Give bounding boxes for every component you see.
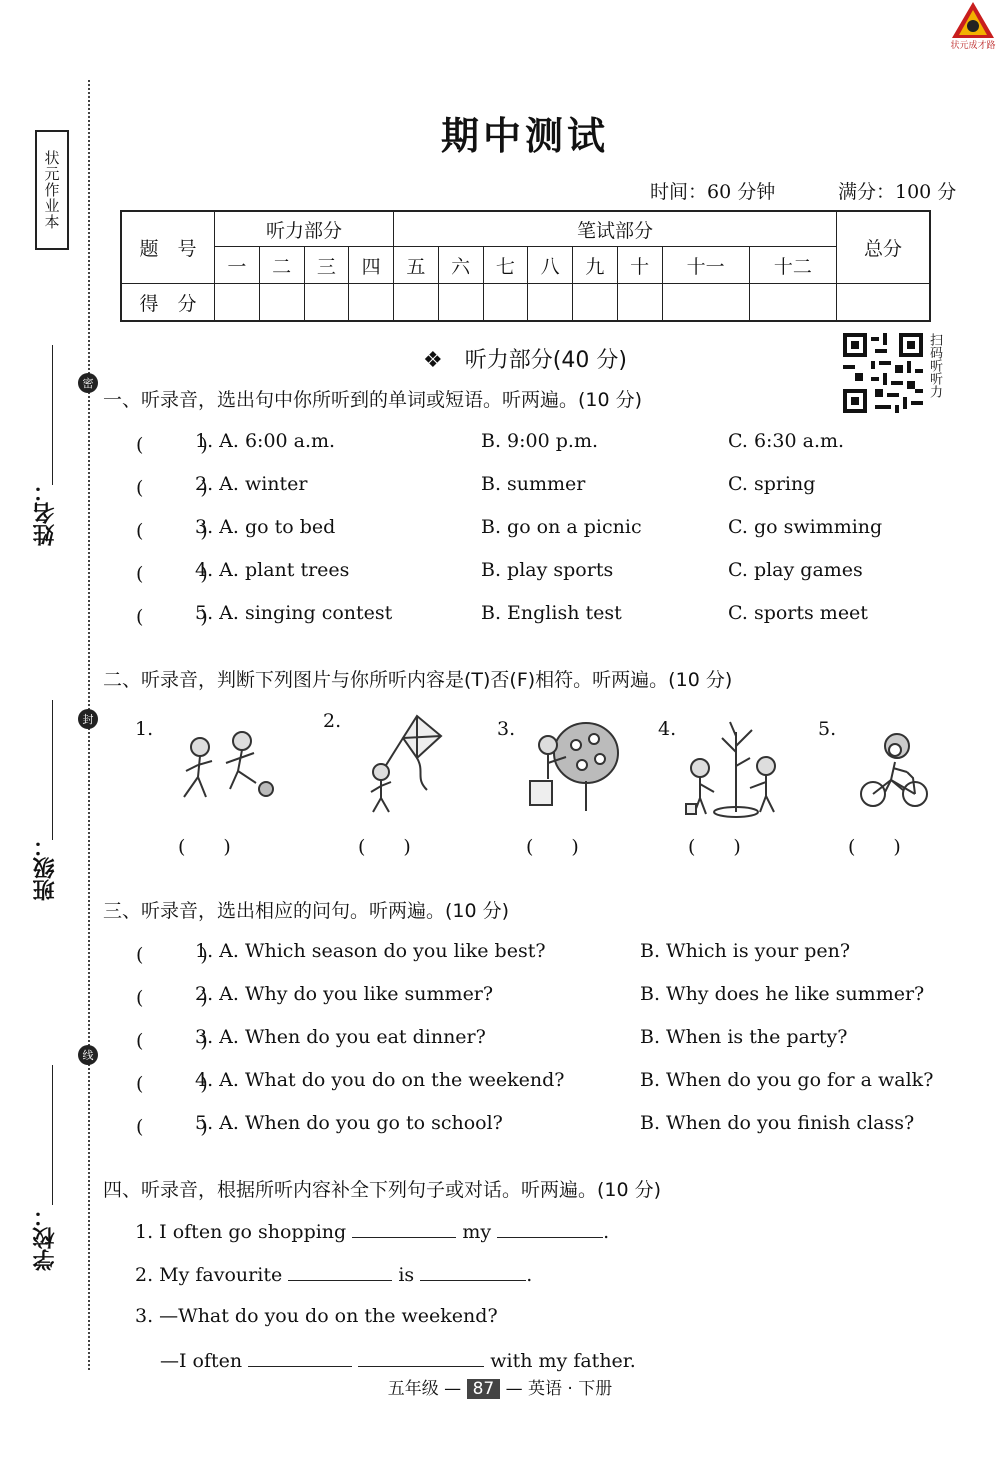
score-cell[interactable]: [394, 284, 439, 322]
answer-paren[interactable]: ( ): [136, 563, 208, 585]
answer-paren[interactable]: ( ): [136, 987, 208, 1009]
col-header: 九: [573, 247, 618, 284]
seal-feng: 封: [78, 709, 98, 729]
page-footer: [0, 1374, 1000, 1399]
kids-planting-tree-icon: [678, 712, 788, 822]
option-a: 1. A. 6:00 a.m.: [195, 430, 336, 452]
option-b: B. When do you go for a walk?: [640, 1069, 934, 1091]
qr-code-icon[interactable]: [843, 333, 923, 413]
qr-caption: 扫码听听力: [927, 333, 942, 398]
brand-logo-text: 状元成才路: [950, 41, 996, 51]
col-header: 七: [483, 247, 528, 284]
fill-blank[interactable]: [497, 1219, 603, 1238]
col-header: 一: [215, 247, 260, 284]
girl-picking-apples-icon: [522, 715, 622, 815]
score-cell[interactable]: [662, 284, 749, 322]
option-c: C. spring: [728, 473, 816, 495]
seal-xian: 线: [78, 1045, 98, 1065]
tf-answer-paren[interactable]: ( ): [848, 836, 901, 858]
score-cell[interactable]: [483, 284, 528, 322]
option-a: 4. A. What do you do on the weekend?: [195, 1069, 565, 1091]
score-table: [120, 210, 931, 322]
col-header: 六: [438, 247, 483, 284]
col-header: 五: [394, 247, 439, 284]
fill-blank[interactable]: [248, 1348, 352, 1367]
part2-heading: 二、听录音，判断下列图片与你所听内容是(T)否(F)相符。听两遍。(10 分): [103, 669, 733, 691]
sentence-text: .: [526, 1264, 533, 1286]
sentence-text: my: [462, 1221, 492, 1243]
option-a: 2. A. Why do you like summer?: [195, 983, 494, 1005]
score-cell[interactable]: [259, 284, 304, 322]
tf-answer-paren[interactable]: ( ): [178, 836, 231, 858]
option-a: 1. A. Which season do you like best?: [195, 940, 546, 962]
answer-paren[interactable]: ( ): [136, 606, 208, 628]
picture-number: 4.: [658, 718, 677, 740]
option-a: 5. A. singing contest: [195, 602, 393, 624]
boy-flying-kite-icon: [355, 712, 450, 817]
fill-sentence-1: [135, 1219, 609, 1243]
option-a: 3. A. When do you eat dinner?: [195, 1026, 486, 1048]
score-cell[interactable]: [438, 284, 483, 322]
fill-blank[interactable]: [288, 1262, 392, 1281]
col-header: 十二: [749, 247, 836, 284]
picture-number: 1.: [135, 718, 154, 740]
listening-section-heading: ❖ 听力部分(40 分): [423, 348, 627, 373]
full-score: 满分：100 分: [838, 181, 957, 203]
fill-blank[interactable]: [358, 1348, 484, 1367]
option-b: B. Which is your pen?: [640, 940, 851, 962]
footer-subject: — 英语 · 下册: [505, 1379, 613, 1399]
name-label: 姓名：: [33, 480, 58, 546]
fill-blank[interactable]: [352, 1219, 456, 1238]
part3-heading: 三、听录音，选出相应的问句。听两遍。(10 分): [103, 900, 510, 922]
answer-paren[interactable]: ( ): [136, 944, 208, 966]
score-cell[interactable]: [749, 284, 836, 322]
part4-heading: 四、听录音，根据所听内容补全下列句子或对话。听两遍。(10 分): [103, 1179, 662, 1201]
answer-paren[interactable]: ( ): [136, 1116, 208, 1138]
sentence-text: 1. I often go shopping: [135, 1221, 347, 1243]
sentence-text: —I often: [160, 1350, 243, 1372]
school-line: [52, 1065, 53, 1205]
listening-group-header: 听力部分: [215, 211, 394, 247]
col-header: 十: [617, 247, 662, 284]
option-a: 2. A. winter: [195, 473, 308, 495]
score-cell[interactable]: [573, 284, 618, 322]
col-header: 十一: [662, 247, 749, 284]
score-cell[interactable]: [304, 284, 349, 322]
part1-heading: 一、听录音，选出句中你所听到的单词或短语。听两遍。(10 分): [103, 389, 643, 411]
sentence-text: with my father.: [490, 1350, 636, 1372]
sentence-text: .: [603, 1221, 610, 1243]
seal-mi: 密: [78, 373, 98, 393]
class-line: [52, 700, 53, 840]
option-c: C. 6:30 a.m.: [728, 430, 845, 452]
option-b: B. English test: [481, 602, 622, 624]
col-header: 二: [259, 247, 304, 284]
option-b: B. 9:00 p.m.: [481, 430, 599, 452]
picture-number: 3.: [497, 718, 516, 740]
picture-number: 5.: [818, 718, 837, 740]
page-number: 87: [467, 1379, 501, 1399]
option-a: 4. A. plant trees: [195, 559, 350, 581]
total-header: 总分: [837, 211, 931, 284]
fill-sentence-2: [135, 1262, 532, 1286]
fill-dialogue-answer: [160, 1348, 636, 1372]
score-cell[interactable]: [349, 284, 394, 322]
col-header: 三: [304, 247, 349, 284]
kids-playing-football-icon: [170, 725, 280, 810]
col-header: 八: [528, 247, 573, 284]
col-header: 四: [349, 247, 394, 284]
option-b: B. go on a picnic: [481, 516, 642, 538]
answer-paren[interactable]: ( ): [136, 1030, 208, 1052]
page-title: 期中测试: [440, 113, 609, 158]
option-a: 5. A. When do you go to school?: [195, 1112, 503, 1134]
picture-number: 2.: [323, 710, 342, 732]
answer-paren[interactable]: ( ): [136, 1073, 208, 1095]
footer-grade: 五年级 —: [387, 1379, 462, 1399]
fill-blank[interactable]: [420, 1262, 526, 1281]
score-cell[interactable]: [215, 284, 260, 322]
option-c: C. sports meet: [728, 602, 868, 624]
time-limit: 时间：60 分钟: [650, 181, 776, 203]
option-c: C. play games: [728, 559, 863, 581]
option-b: B. When is the party?: [640, 1026, 848, 1048]
score-cell[interactable]: [617, 284, 662, 322]
class-label: 班级：: [33, 835, 58, 901]
option-c: C. go swimming: [728, 516, 883, 538]
sentence-text: is: [398, 1264, 415, 1286]
option-b: B. When do you finish class?: [640, 1112, 915, 1134]
tf-answer-paren[interactable]: ( ): [688, 836, 741, 858]
answer-paren[interactable]: ( ): [136, 434, 208, 456]
brand-side-box: 状元作业本: [35, 130, 69, 250]
score-cell-total[interactable]: [837, 284, 931, 322]
answer-paren[interactable]: ( ): [136, 520, 208, 542]
row-label-score: 得 分: [121, 284, 215, 322]
option-b: B. play sports: [481, 559, 614, 581]
writing-group-header: 笔试部分: [394, 211, 837, 247]
row-label-number: 题 号: [121, 211, 215, 284]
school-label: 学校：: [33, 1205, 58, 1271]
score-cell[interactable]: [528, 284, 573, 322]
sentence-text: 2. My favourite: [135, 1264, 283, 1286]
tf-answer-paren[interactable]: ( ): [526, 836, 579, 858]
tf-answer-paren[interactable]: ( ): [358, 836, 411, 858]
answer-paren[interactable]: ( ): [136, 477, 208, 499]
girl-riding-bike-icon: [855, 728, 935, 813]
option-b: B. summer: [481, 473, 586, 495]
option-a: 3. A. go to bed: [195, 516, 336, 538]
option-b: B. Why does he like summer?: [640, 983, 925, 1005]
fill-dialogue-question: 3. —What do you do on the weekend?: [135, 1305, 498, 1327]
